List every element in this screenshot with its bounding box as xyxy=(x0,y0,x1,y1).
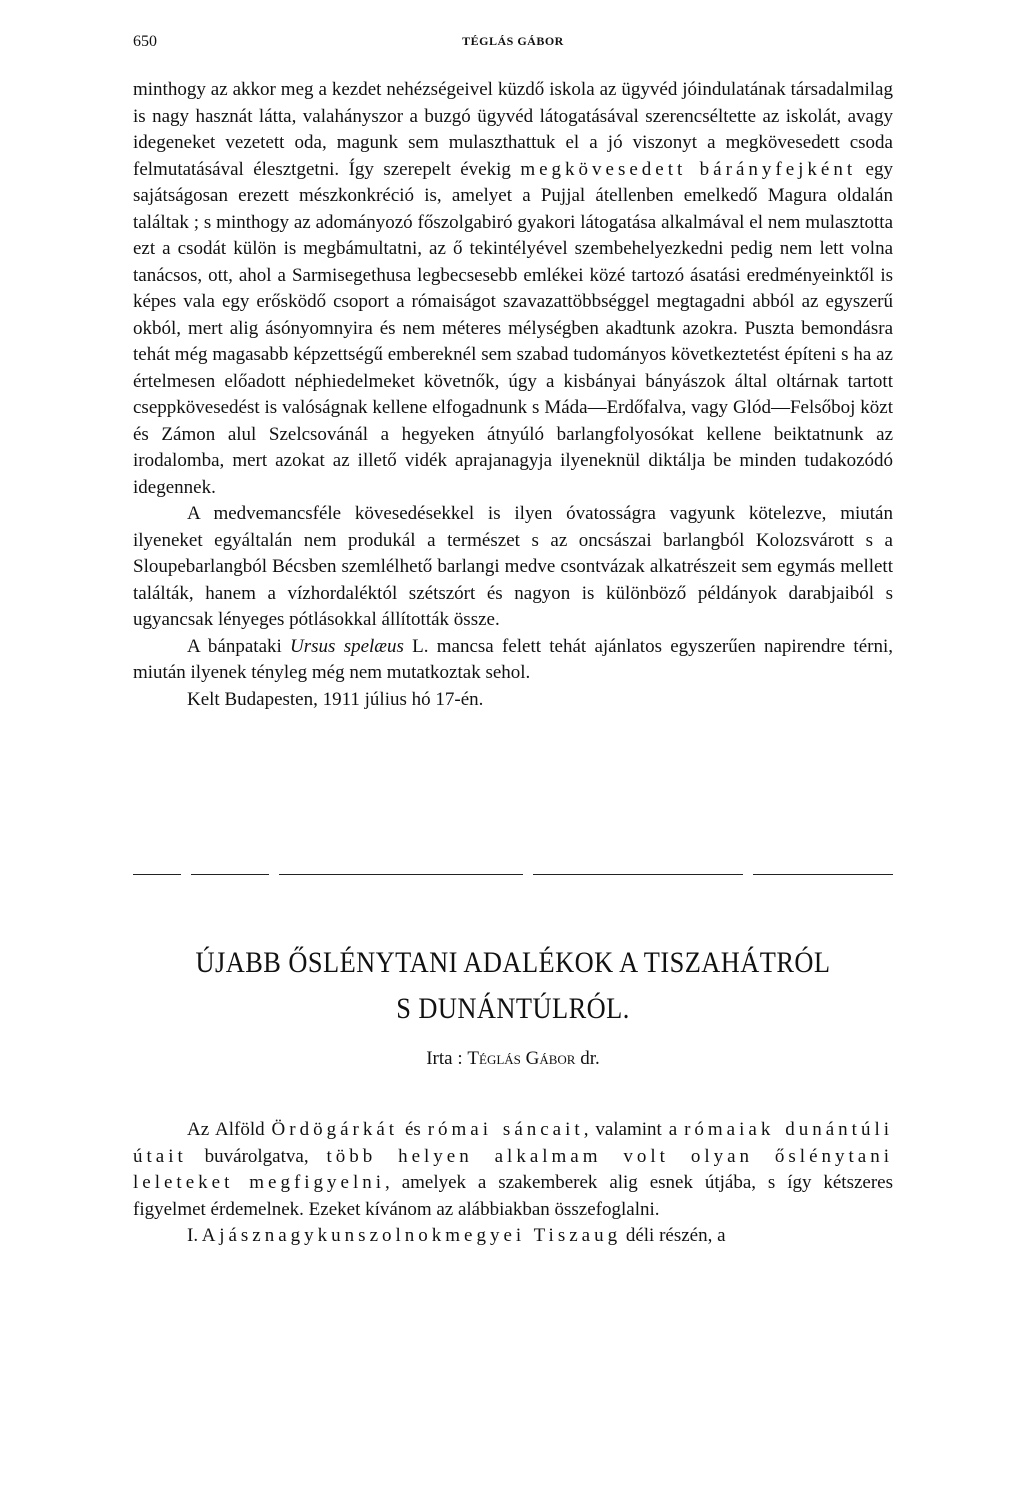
text-run: minthogy az akkor meg a kezdet nehézségeivel küzdő iskola az ügyvéd jóindulatának társadalmilag is nagy hasznát látta, valahányszor a buzgó ügyvéd látogatásával szerencséltette az iskolát, avagy idegeneket vezetett oda, magunk sem mulaszthattuk el a jó viszonyt a megkövesedett csoda felmutatásával élesztgetni. Így szerepelt évekig xyxy=(133,79,893,180)
text-run: egy sajátságosan erezett mészkonkréció is, amelyet a Pujjal átellenben emelkedő Magura oldalán találtak ; s minthogy az adományozó főszolgabiró gyakori látogatása alkalmával el nem mulasztotta ezt a csodát külön is megbámultatni, az ő tekintélyével szembehelyezkedni pedig nem lett volna tanácsos, ott, ahol a Sarmisegethusa legbecsesebb emlékei közé tartozó ásatási eredményeinktől is képes vala egy erősködő csoport a rómaiságot szavazattöbbséggel megtagadni abból az egyszerű okból, mert alig ásónyomnyira és nem méteres mélységben akadtunk azokra. Puszta bemondásra tehát még magasabb képzettségű embereknél sem szabad tudományos következtetést építeni s ha az értelmesen előadott néphiedelmeket követnők, úgy a kisbányai bányászok által oltárnak tartott cseppkövesedést is valóságnak kellene elfogadnunk s Máda—Erdőfalva, vagy Glód—Felsőboj közt és Zámon alul Szelcsovánál a hegyeken átnyúló barlangfolyosókat kellene beiktatnunk az irodalomba, mert azokat az illető vidék aprajanagyja ilyeneknül diktálja be minden tudakozódó idegennek. xyxy=(133,158,893,498)
byline-prefix: Irta : xyxy=(426,1048,468,1069)
article-paragraph-section-one xyxy=(133,1223,893,1250)
byline-author: Téglás Gábor xyxy=(467,1048,576,1069)
paragraph-continued xyxy=(133,77,893,501)
article-title xyxy=(179,940,848,1032)
article-paragraph-intro xyxy=(133,1117,893,1223)
text-run: I. A xyxy=(187,1225,220,1246)
divider-rule xyxy=(191,874,269,875)
article-title-line: S DUNÁNTÚLRÓL. xyxy=(396,992,630,1025)
species-name: Ursus spelæus xyxy=(290,635,404,657)
text-run: A bánpataki xyxy=(187,635,291,657)
text-run-spaced: római sáncait xyxy=(427,1119,584,1140)
running-title: TÉGLÁS GÁBOR xyxy=(462,34,564,48)
byline-suffix: dr. xyxy=(575,1048,600,1069)
text-run: buvárolgatva, xyxy=(186,1145,327,1167)
paragraph-bear-paw: A medvemancsféle kövesedésekkel is ilyen óvatosságra vagyunk kötelezve, miután ilyeneket egyáltalán nem produkál a természet s az oncsászai barlangból Kolozsvárott s a Sloupebarlangból Bécsben szemlélhető barlangi medve csontvázak alkatrészeit sem egymás mellett találták, hanem a vízhordaléktól szétszórt és nagyon is különböző példányok darabjaiból s ugyancsak lényeges pótlásokkal állították össze. xyxy=(133,503,893,630)
article-body xyxy=(133,1117,893,1250)
continued-text xyxy=(133,77,893,713)
text-run-spaced: több helyen alkalmam volt olyan őslénytani leleteket megfigyelni xyxy=(133,1145,893,1193)
text-run: L. mancsa felett tehát ajánlatos egyszerűen napirendre térni, miután ilyenek tényleg még nem mutatkoztak sehol. xyxy=(133,635,894,683)
text-run: és xyxy=(398,1119,428,1140)
article-title-line: ÚJABB ŐSLÉNYTANI ADALÉKOK A TISZAHÁTRÓL xyxy=(195,946,831,979)
text-run: , amelyek a szakemberek alig esnek útjába, s így kétszeres figyelmet érdemelnek. Ezeket kívánom az alábbiakban összefoglalni. xyxy=(133,1172,893,1220)
text-run-spaced: Ördögárkát xyxy=(271,1119,399,1140)
dateline: Kelt Budapesten, 1911 július hó 17-én. xyxy=(187,688,484,710)
running-head xyxy=(133,33,893,57)
text-run-spaced: rómaiak dunántúli útait xyxy=(133,1119,894,1167)
text-run-spaced: jásznagykunszolnokmegyei Tiszaug xyxy=(219,1225,622,1246)
section-divider xyxy=(133,872,893,882)
text-run: , valamint a xyxy=(583,1119,685,1140)
page-number: 650 xyxy=(133,33,157,50)
byline xyxy=(133,1048,893,1070)
divider-rule xyxy=(753,874,893,875)
text-run: Az Alföld xyxy=(187,1119,272,1140)
text-run: déli részén, a xyxy=(621,1225,726,1246)
paragraph-ursus xyxy=(133,634,893,687)
text-run-spaced: megkövesedett bárányfejként xyxy=(520,158,857,180)
divider-rule xyxy=(533,874,743,875)
divider-rule xyxy=(279,874,523,875)
divider-rule xyxy=(133,874,181,875)
